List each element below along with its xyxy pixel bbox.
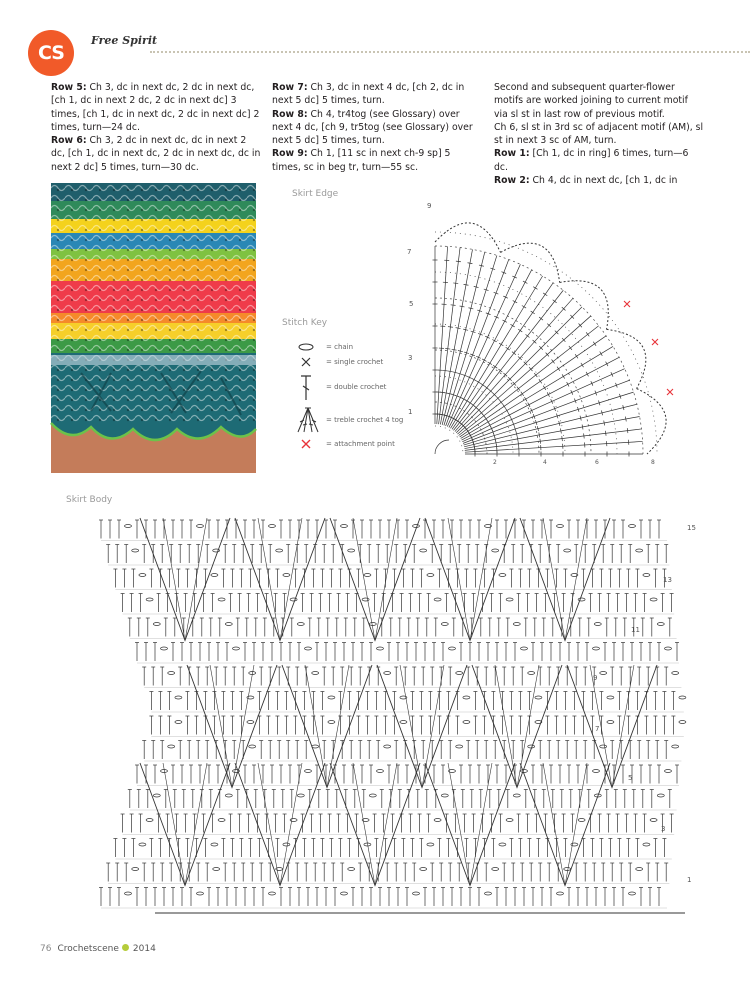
key-label-single-crochet: = single crochet	[326, 358, 384, 366]
motif-row1-label: Row 1:	[494, 148, 530, 160]
text-column-2	[272, 81, 482, 174]
body-row-number: 1	[687, 876, 692, 884]
edge-row-number: 9	[427, 202, 432, 210]
motif-intro: Second and subsequent quarter-flower motifs are worked joining to current motif via sl st in last row of previous motif.	[494, 82, 688, 120]
row7-label: Row 7:	[272, 82, 308, 93]
row9-paragraph	[272, 147, 482, 174]
body-row-number: 9	[593, 674, 598, 682]
row9-text: Ch 1, [11 sc in next ch-9 sp] 5 times, sc in beg tr, turn—55 sc.	[272, 148, 451, 173]
section-title: Free Spirit	[91, 34, 158, 47]
edge-row-number: 3	[408, 354, 413, 362]
double-crochet-t-icon	[296, 374, 316, 402]
text-column-3	[494, 81, 704, 187]
stitch-key-title: Stitch Key	[282, 318, 328, 328]
text-column-1	[51, 81, 261, 174]
skirt-edge-title: Skirt Edge	[292, 189, 339, 199]
key-label-attachment: = attachment point	[326, 440, 395, 448]
motif-row2-text: Ch 4, dc in next dc, [ch 1, dc in	[529, 175, 678, 187]
row7-paragraph	[272, 81, 482, 108]
row6-paragraph	[51, 134, 261, 174]
edge-row-number: 6	[595, 459, 599, 466]
motif-row1-text: [Ch 1, dc in ring] 6 times, turn—6 dc.	[494, 148, 689, 173]
edge-row-number: 5	[409, 300, 414, 308]
body-row-number: 5	[628, 774, 633, 782]
motif-row2-label: Row 2:	[494, 175, 530, 187]
magazine-logo: CS	[28, 30, 74, 76]
edge-row-number: 8	[651, 459, 655, 466]
row8-label: Row 8:	[272, 108, 308, 120]
skirt-body-chart	[55, 508, 705, 928]
edge-row-number: 7	[407, 248, 412, 256]
treble-4tog-fan-icon	[296, 406, 320, 434]
row9-label: Row 9:	[272, 148, 308, 160]
header-divider	[150, 51, 750, 53]
row5-label: Row 5:	[51, 82, 87, 93]
key-label-treble-4tog: = treble crochet 4 tog	[326, 416, 404, 424]
page-footer	[40, 944, 156, 954]
row5-paragraph	[51, 81, 261, 134]
magazine-name: Crochetscene	[57, 944, 119, 954]
footer-dot-icon	[122, 944, 129, 951]
skirt-body-title: Skirt Body	[66, 495, 113, 505]
motif-row1-paragraph	[494, 147, 704, 174]
page-number: 76	[40, 944, 52, 954]
row8-text: Ch 4, tr4tog (see Glossary) over next 4 dc, [ch 9, tr5tog (see Glossary) over next 5 dc] 5 times, turn.	[272, 108, 473, 147]
row7-text: Ch 3, dc in next 4 dc, [ch 2, dc in next 5 dc] 5 times, turn.	[272, 82, 465, 107]
edge-row-number: 2	[493, 459, 497, 466]
motif-row2-paragraph	[494, 174, 704, 187]
key-label-double-crochet: = double crochet	[326, 383, 387, 391]
chain-oval-icon	[296, 340, 316, 354]
body-row-number: 11	[631, 626, 640, 634]
attachment-x-red-icon	[296, 437, 316, 451]
row8-paragraph	[272, 108, 482, 148]
body-row-number: 13	[663, 576, 672, 584]
body-row-number: 7	[595, 725, 600, 733]
row6-text: Ch 3, 2 dc in next dc, dc in next 2 dc, [ch 1, dc in next dc, 2 dc in next dc, dc in next 2 dc] 5 times, turn—30 dc.	[51, 135, 261, 173]
row6-label: Row 6:	[51, 135, 87, 147]
skirt-photo	[51, 183, 256, 473]
key-label-chain: = chain	[326, 343, 354, 351]
motif-join: Ch 6, sl st in 3rd sc of adjacent motif (AM), sl st in next 3 sc of AM, turn.	[494, 121, 704, 147]
body-row-number: 15	[687, 524, 696, 532]
edge-row-number: 1	[408, 408, 413, 416]
skirt-edge-chart	[407, 192, 700, 472]
edge-row-number: 4	[543, 459, 547, 466]
row5-text: Ch 3, dc in next dc, 2 dc in next dc, [ch 1, dc in next 2 dc, 2 dc in next dc] 3 times, [ch 1, dc in next dc, 2 dc in next dc] 2 times, turn—24 dc.	[51, 82, 260, 133]
body-row-number: 3	[661, 825, 666, 833]
issue-year: 2014	[132, 944, 156, 954]
single-crochet-x-icon	[296, 355, 316, 369]
